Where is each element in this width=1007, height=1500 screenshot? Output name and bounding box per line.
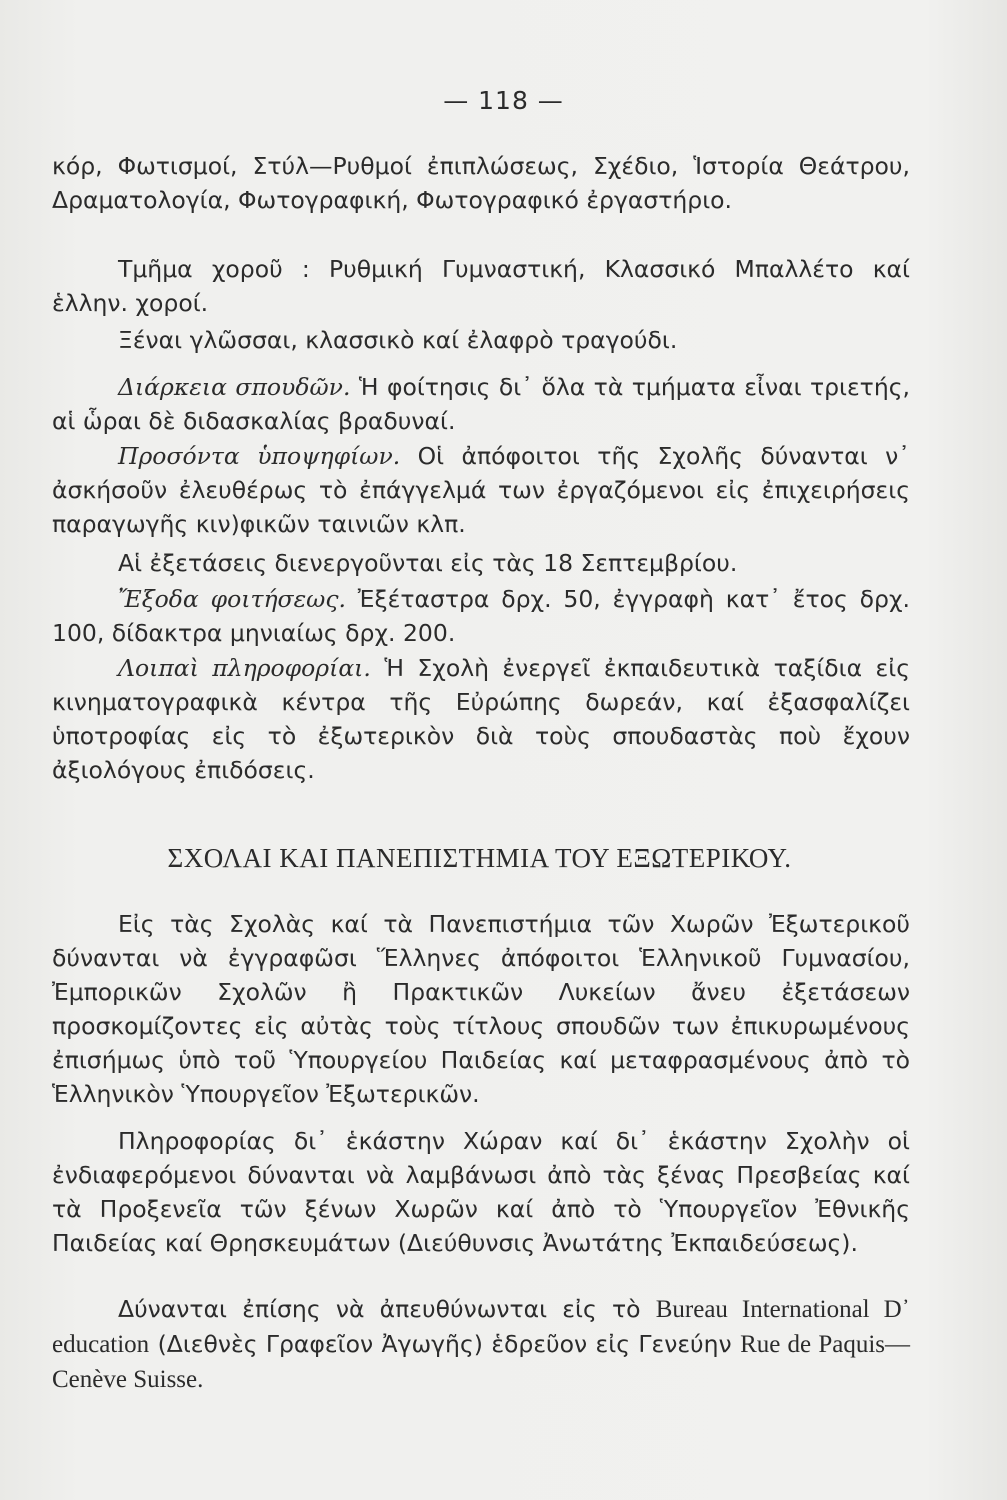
paragraph-text: Πληροφορίας δι᾽ ἑκάστην Χώραν καί δι᾽ ἑκάστην Σχολὴν οἱ ἐνδιαφερόμενοι δύνανται νὰ λαμβάνωσι ἀπὸ τὰς ξένας Πρεσβείας καί τὰ Προξενεῖα τῶν ξένων Χωρῶν καί ἀπὸ τὸ Ὑπουργεῖον Ἐθνικῆς Παιδείας καί Θρησκευμάτων (Διεύθυνσις Ἀνωτάτης Ἐκπαιδεύσεως). — [52, 1127, 910, 1257]
paragraph-dance — [52, 252, 910, 320]
paragraph-lead: Διάρκεια σπουδῶν. — [118, 373, 351, 401]
paragraph-lead: Λοιπαὶ πληροφορίαι. — [118, 654, 371, 682]
paragraph-text: Αἱ ἐξετάσεις διενεργοῦνται εἰς τὰς 18 Σεπτεμβρίου. — [118, 549, 738, 577]
paragraph-lead: Ἔξοδα φοιτήσεως. — [118, 585, 346, 613]
page-number: — 118 — — [443, 86, 564, 115]
paragraph-text: Ἡ φοίτησις δι᾽ ὅλα τὰ τμήματα εἶναι τριετής, αἱ ὧραι δὲ διδασκαλίας βραδυναί. — [52, 373, 910, 435]
paragraph-fees — [52, 582, 910, 650]
paragraph-lead: Προσόντα ὑποψηφίων. — [118, 442, 401, 470]
paragraph-qualifications — [52, 439, 910, 541]
paragraph-exams — [52, 546, 910, 580]
paragraph-courses — [52, 149, 910, 217]
paragraph-text: Ξέναι γλῶσσαι, κλασσικὸ καί ἐλαφρὸ τραγούδι. — [118, 326, 678, 354]
paragraph-text: Εἰς τὰς Σχολὰς καί τὰ Πανεπιστήμια τῶν Χωρῶν Ἐξωτερικοῦ δύνανται νὰ ἐγγραφῶσι Ἕλληνες ἀπόφοιτοι Ἑλληνικοῦ Γυμνασίου, Ἐμπορικῶν Σχολῶν ἢ Πρακτικῶν Λυκείων ἄνευ ἐξετάσεων προσκομίζοντες εἰς αὐτὰς τοὺς τίτλους σπουδῶν των ἐπικυρωμένους ἐπισήμως ὑπὸ τοῦ Ὑπουργείου Παιδείας καί μεταφρασμένους ἀπὸ τὸ Ἑλληνικὸν Ὑπουργεῖον Ἐξωτερικῶν. — [52, 910, 910, 1108]
paragraph-bureau — [52, 1292, 910, 1397]
paragraph-text: Οἱ ἀπόφοιτοι τῆς Σχολῆς δύνανται ν᾽ ἀσκήσοῦν ἐλευθέρως τὸ ἐπάγγελμά των ἐργαζόμενοι εἰς ἐπιχειρήσεις παραγωγῆς κιν)φικῶν ταινιῶν κλπ. — [52, 442, 911, 538]
bureau-name: Bureau International D᾽ education — [52, 1296, 911, 1358]
section-title: ΣΧΟΛΑΙ ΚΑΙ ΠΑΝΕΠΙΣΤΗΜΙΑ ΤΟΥ ΕΞΩΤΕΡΙΚΟΥ. — [167, 843, 792, 873]
paragraph-duration — [52, 370, 910, 438]
paragraph-text: (Διεθνὲς Γραφεῖον Ἀγωγῆς) ἑδρεῦον εἰς Γενεύην — [149, 1330, 741, 1358]
paragraph-foreign-schools — [52, 907, 910, 1111]
paragraph-text: κόρ, Φωτισμοί, Στύλ—Ρυθμοί ἐπιπλώσεως, Σχέδιο, Ἱστορία Θεάτρου, Δραματολογία, Φωτογραφική, Φωτογραφικό ἐργαστήριο. — [52, 152, 910, 214]
paragraph-text: Ἐξέταστρα δρχ. 50, ἐγγραφὴ κατ᾽ ἔτος δρχ. 100, δίδακτρα μηνιαίως δρχ. 200. — [52, 585, 910, 647]
paragraph-info-sources — [52, 1124, 910, 1260]
paragraph-text: Δύνανται ἐπίσης νὰ ἀπευθύνωνται εἰς τὸ — [118, 1295, 656, 1323]
paragraph-languages — [52, 323, 910, 357]
paragraph-text: Τμῆμα χοροῦ : Ρυθμική Γυμναστική, Κλασσικό Μπαλλέτο καί ἑλλην. χοροί. — [52, 255, 910, 317]
bureau-address: Rue de Paquis—Cenève Suisse. — [52, 1331, 911, 1393]
paragraph-text: Ἡ Σχολὴ ἐνεργεῖ ἐκπαιδευτικὰ ταξίδια εἰς κινηματογραφικὰ κέντρα τῆς Εὐρώπης δωρεάν, καί ἐξασφαλίζει ὑποτροφίας εἰς τὸ ἐξωτερικὸν διὰ τοὺς σπουδαστὰς ποὺ ἔχουν ἀξιολόγους ἐπιδόσεις. — [52, 654, 910, 784]
paragraph-other-info — [52, 651, 910, 787]
